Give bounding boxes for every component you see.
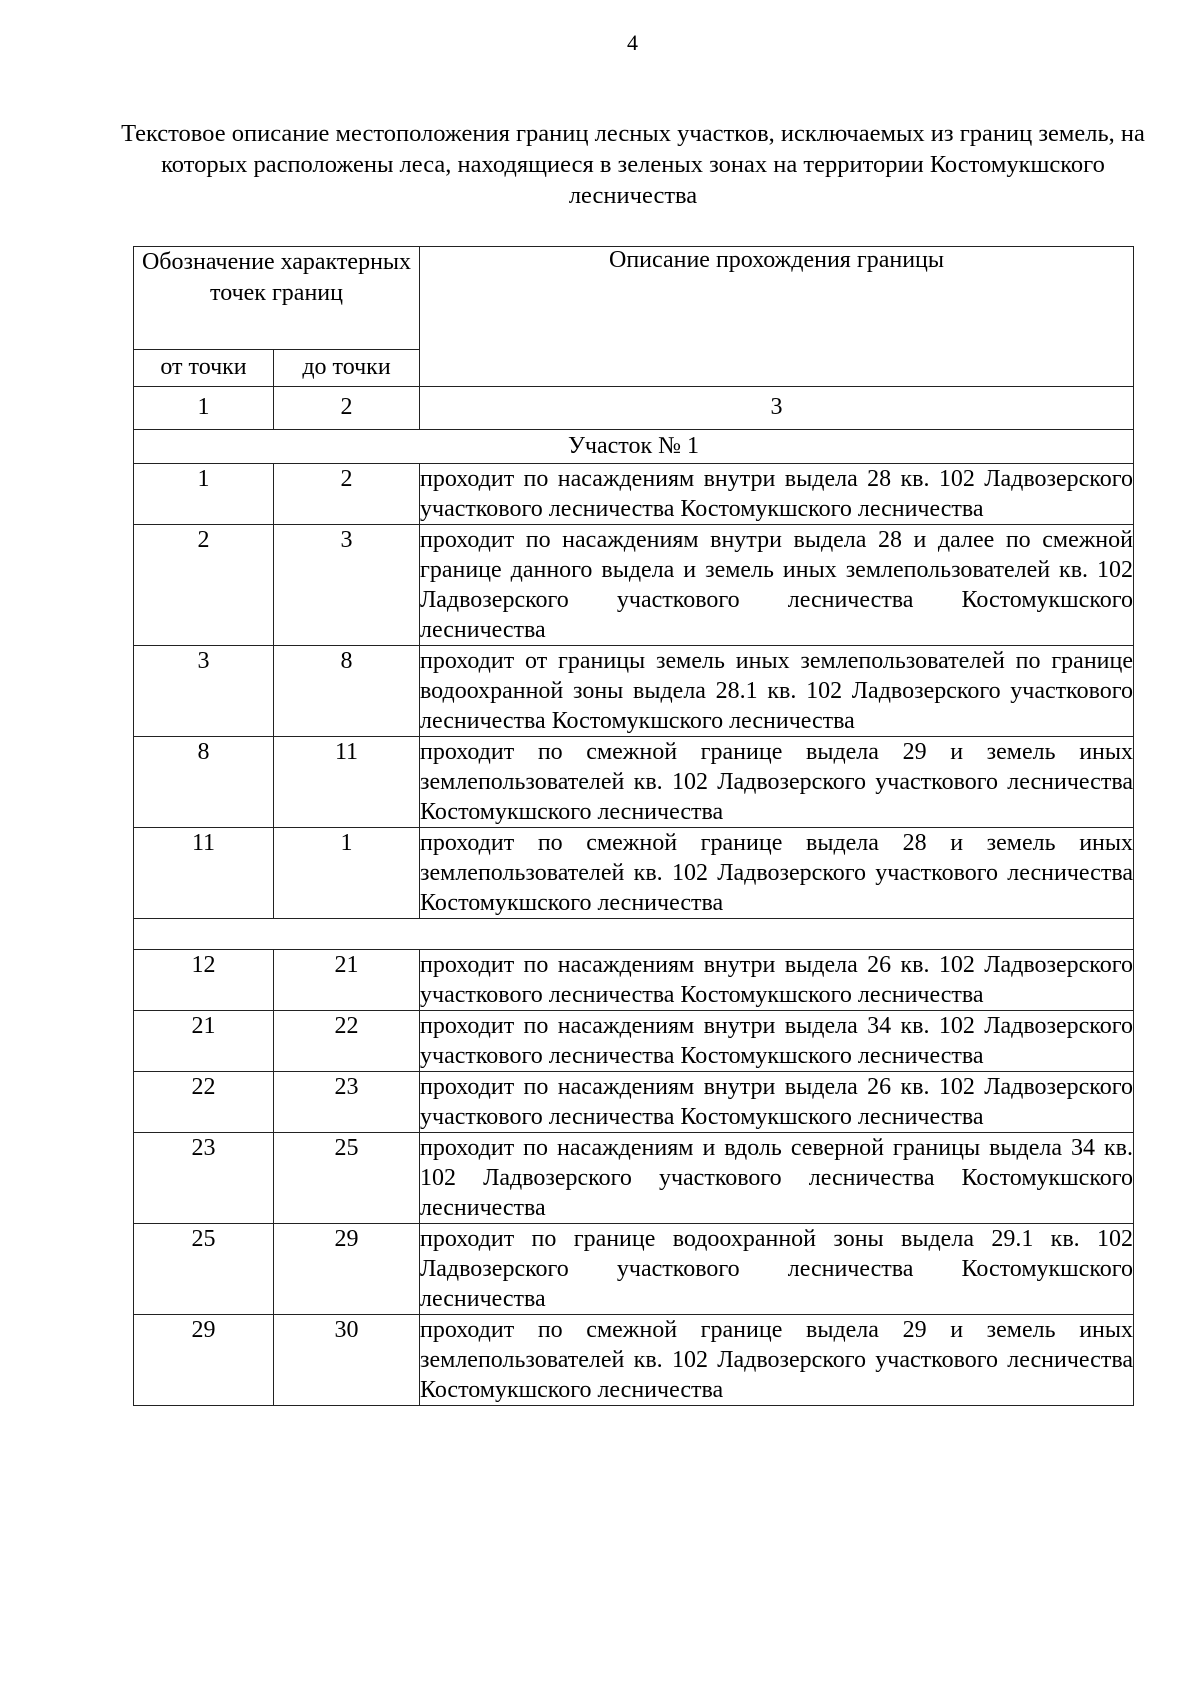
section-2-title: [134, 919, 1134, 950]
boundary-description-cell: проходит по насаждениям внутри выдела 34 кв. 102 Ладвозерского участкового лесничества Костомукшского лесничества: [420, 1011, 1134, 1072]
header-to-point: до точки: [274, 350, 420, 387]
header-row: [134, 247, 1134, 350]
to-point-cell: 29: [274, 1224, 420, 1315]
header-from-point: от точки: [134, 350, 274, 387]
table-row: [134, 646, 1134, 737]
table-row: [134, 1011, 1134, 1072]
column-number-2: 2: [274, 387, 420, 430]
from-point-cell: 23: [134, 1133, 274, 1224]
boundary-table-body: [134, 247, 1134, 1406]
from-point-cell: 29: [134, 1315, 274, 1406]
header-description: Описание прохождения границы: [420, 247, 1134, 387]
document-title: Текстовое описание местоположения границ лесных участков, исключаемых из границ земель, на которых расположены леса, находящиеся в зеленых зонах на территории Костомукшского лесничества: [121, 120, 1145, 209]
boundary-description-cell: проходит по смежной границе выдела 28 и земель иных землепользователей кв. 102 Ладвозерского участкового лесничества Костомукшского лесничества: [420, 828, 1134, 919]
from-point-cell: 22: [134, 1072, 274, 1133]
to-point-cell: 25: [274, 1133, 420, 1224]
table-row: [134, 1315, 1134, 1406]
section-2-row: [134, 919, 1134, 950]
column-number-3: 3: [420, 387, 1134, 430]
boundary-description-cell: проходит по насаждениям внутри выдела 26 кв. 102 Ладвозерского участкового лесничества Костомукшского лесничества: [420, 1072, 1134, 1133]
to-point-cell: 22: [274, 1011, 420, 1072]
table-row: [134, 1072, 1134, 1133]
boundary-description-cell: проходит по насаждениям внутри выдела 26 кв. 102 Ладвозерского участкового лесничества Костомукшского лесничества: [420, 950, 1134, 1011]
to-point-cell: 23: [274, 1072, 420, 1133]
column-number-row: [134, 387, 1134, 430]
boundary-description-cell: проходит по границе водоохранной зоны выдела 29.1 кв. 102 Ладвозерского участкового лесничества Костомукшского лесничества: [420, 1224, 1134, 1315]
boundary-description-cell: проходит от границы земель иных землепользователей по границе водоохранной зоны выдела 28.1 кв. 102 Ладвозерского участкового лесничества Костомукшского лесничества: [420, 646, 1134, 737]
from-point-cell: 2: [134, 525, 274, 646]
to-point-cell: 30: [274, 1315, 420, 1406]
table-row: [134, 828, 1134, 919]
to-point-cell: 11: [274, 737, 420, 828]
header-points-group: Обозначение характерных точек границ: [134, 247, 420, 350]
boundary-description-cell: проходит по смежной границе выдела 29 и земель иных землепользователей кв. 102 Ладвозерского участкового лесничества Костомукшского лесничества: [420, 1315, 1134, 1406]
boundary-description-cell: проходит по смежной границе выдела 29 и земель иных землепользователей кв. 102 Ладвозерского участкового лесничества Костомукшского лесничества: [420, 737, 1134, 828]
section-1-title: Участок № 1: [134, 430, 1134, 464]
to-point-cell: 1: [274, 828, 420, 919]
table-row: [134, 950, 1134, 1011]
to-point-cell: 8: [274, 646, 420, 737]
table-row: [134, 1133, 1134, 1224]
boundary-table: [133, 246, 1134, 1406]
table-row: [134, 464, 1134, 525]
from-point-cell: 12: [134, 950, 274, 1011]
boundary-description-cell: проходит по насаждениям и вдоль северной границы выдела 34 кв. 102 Ладвозерского участкового лесничества Костомукшского лесничества: [420, 1133, 1134, 1224]
table-row: [134, 737, 1134, 828]
from-point-cell: 11: [134, 828, 274, 919]
from-point-cell: 25: [134, 1224, 274, 1315]
to-point-cell: 3: [274, 525, 420, 646]
from-point-cell: 1: [134, 464, 274, 525]
to-point-cell: 2: [274, 464, 420, 525]
from-point-cell: 3: [134, 646, 274, 737]
boundary-description-cell: проходит по насаждениям внутри выдела 28 кв. 102 Ладвозерского участкового лесничества Костомукшского лесничества: [420, 464, 1134, 525]
section-1-row: [134, 430, 1134, 464]
from-point-cell: 21: [134, 1011, 274, 1072]
page-number: 4: [627, 30, 638, 55]
boundary-description-cell: проходит по насаждениям внутри выдела 28 и далее по смежной границе данного выдела и земель иных землепользователей кв. 102 Ладвозерского участкового лесничества Костомукшского лесничества: [420, 525, 1134, 646]
table-row: [134, 525, 1134, 646]
table-row: [134, 1224, 1134, 1315]
column-number-1: 1: [134, 387, 274, 430]
from-point-cell: 8: [134, 737, 274, 828]
to-point-cell: 21: [274, 950, 420, 1011]
